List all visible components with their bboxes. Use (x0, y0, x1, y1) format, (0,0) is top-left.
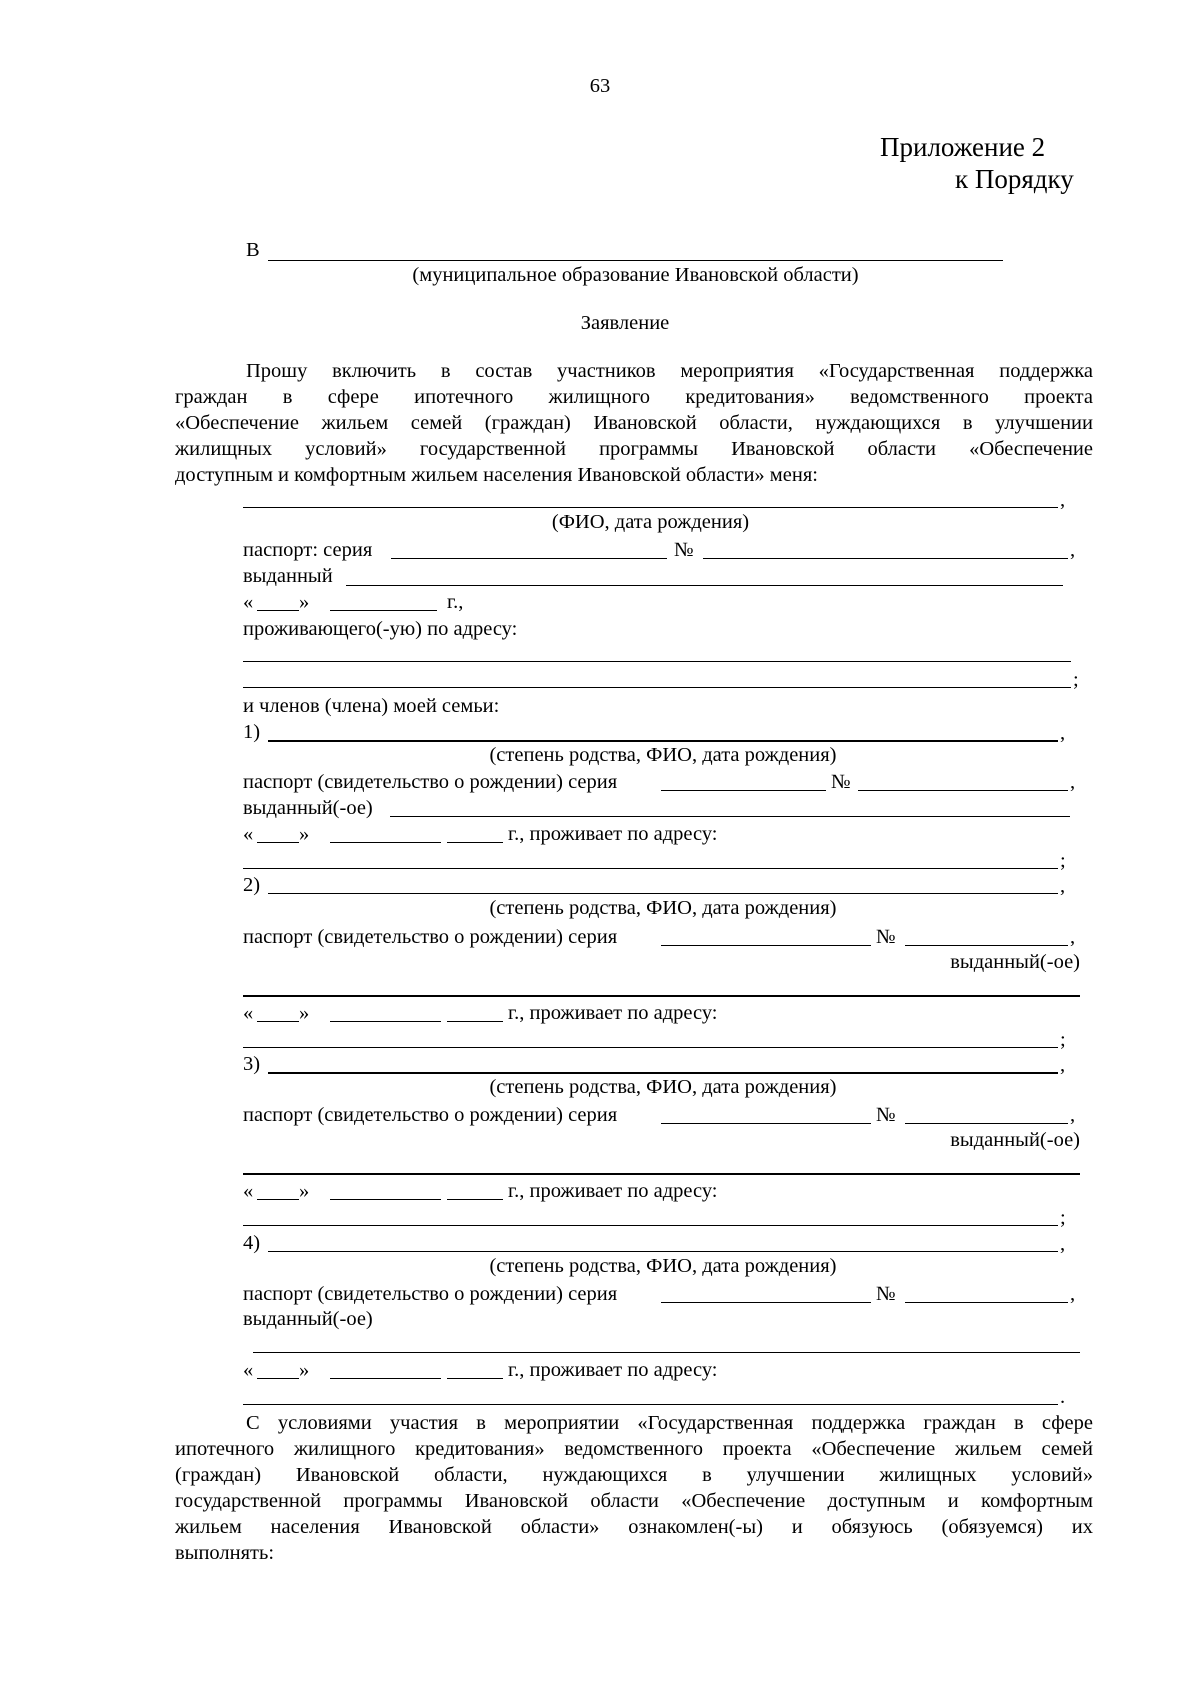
page-number: 63 (589, 75, 611, 97)
day-line (257, 610, 299, 611)
month-line (330, 610, 437, 611)
member-issued-line (253, 1352, 1080, 1353)
member-caption: (степень родства, ФИО, дата рождения) (489, 744, 837, 766)
member-issued-line (390, 816, 1070, 817)
member-passport-label: паспорт (свидетельство о рождении) серия (243, 1283, 618, 1305)
number-sign: № (876, 1104, 896, 1126)
address-line-2 (243, 687, 1071, 688)
day-line (257, 1378, 299, 1379)
quote-close: » (299, 823, 310, 845)
member-address-line (243, 868, 1058, 869)
member-series-line (661, 790, 826, 791)
punct: , (1060, 875, 1066, 897)
punct: , (1060, 1233, 1066, 1255)
intro-line: Прошу включить в состав участников мероприятия «Государственная поддержка (246, 360, 1093, 382)
closing-line: С условиями участия в мероприятии «Государственная поддержка граждан в сфере (246, 1412, 1093, 1434)
punct: , (1070, 771, 1076, 793)
residing-label: проживающего(-ую) по адресу: (243, 618, 518, 640)
appendix-subtitle: к Порядку (955, 164, 1074, 194)
quote-close: » (299, 1002, 310, 1024)
lives-label: г., проживает по адресу: (508, 1002, 718, 1024)
member-issued-label: выданный(-ое) (243, 797, 373, 819)
punct: , (1060, 722, 1066, 744)
year-line (447, 1378, 503, 1379)
closing-line: выполнять: (175, 1542, 275, 1564)
member-passport-label: паспорт (свидетельство о рождении) серия (243, 1104, 618, 1126)
intro-paragraph (175, 358, 1093, 488)
passport-series-line (391, 558, 667, 559)
intro-line: граждан в сфере ипотечного жилищного кредитования» ведомственного проекта (175, 386, 1093, 408)
member-issued-line (243, 995, 1080, 997)
closing-line: государственной программы Ивановской области «Обеспечение доступным и комфортным (175, 1490, 1093, 1512)
punct: , (1060, 489, 1066, 511)
member-number: 1) (243, 721, 261, 743)
punct: ; (1073, 669, 1079, 691)
member-passport-label: паспорт (свидетельство о рождении) серия (243, 926, 618, 948)
member-caption: (степень родства, ФИО, дата рождения) (489, 897, 837, 919)
member-number: 3) (243, 1053, 261, 1075)
punct: ; (1060, 850, 1066, 872)
quote-open: « (243, 1002, 254, 1024)
intro-line: доступным и комфортным жильем населения Ивановской области» меня: (175, 464, 818, 486)
member-address-line (243, 1047, 1058, 1048)
member-caption: (степень родства, ФИО, дата рождения) (489, 1076, 837, 1098)
number-sign: № (876, 1283, 896, 1305)
member-fio-line (268, 1251, 1058, 1252)
year-line (447, 842, 503, 843)
number-sign: № (831, 771, 851, 793)
member-series-line (661, 945, 871, 946)
member-series-line (661, 1123, 871, 1124)
month-line (330, 842, 441, 843)
quote-open: « (243, 823, 254, 845)
member-address-line (243, 1225, 1058, 1226)
number-sign: № (674, 539, 694, 561)
closing-line: ипотечного жилищного кредитования» ведомственного проекта «Обеспечение жильем семей (175, 1438, 1093, 1460)
intro-line: жилищных условий» государственной программы Ивановской области «Обеспечение (175, 438, 1093, 460)
lives-label: г., проживает по адресу: (508, 823, 718, 845)
issued-line (346, 585, 1063, 586)
day-line (257, 1199, 299, 1200)
member-fio-line (268, 740, 1058, 742)
closing-line: (граждан) Ивановской области, нуждающихся в улучшении жилищных условий» (175, 1464, 1093, 1486)
punct: ; (1060, 1029, 1066, 1051)
document-title: Заявление (580, 312, 670, 334)
year-line (447, 1021, 503, 1022)
member-fio-line (268, 893, 1058, 894)
punct: , (1060, 1054, 1066, 1076)
recipient-prefix: В (246, 239, 260, 261)
quote-close: » (299, 591, 310, 613)
lives-label: г., проживает по адресу: (508, 1359, 718, 1381)
member-number-line (905, 1123, 1068, 1124)
month-line (330, 1199, 441, 1200)
closing-line: жильем населения Ивановской области» ознакомлен(-ы) и обязуюсь (обязуемся) их (175, 1516, 1093, 1538)
month-line (330, 1378, 441, 1379)
member-address-line (243, 1404, 1058, 1405)
member-series-line (661, 1302, 871, 1303)
member-issued-label: выданный(-ое) (950, 1129, 1080, 1151)
quote-open: « (243, 1180, 254, 1202)
year-line (447, 1199, 503, 1200)
applicant-fio-line (243, 507, 1058, 508)
intro-line: «Обеспечение жильем семей (граждан) Ивановской области, нуждающихся в улучшении (175, 412, 1093, 434)
appendix-title: Приложение 2 (880, 132, 1046, 162)
day-line (257, 1021, 299, 1022)
punct: , (1070, 926, 1076, 948)
member-passport-label: паспорт (свидетельство о рождении) серия (243, 771, 618, 793)
member-issued-line (243, 1173, 1080, 1175)
quote-close: » (299, 1359, 310, 1381)
quote-close: » (299, 1180, 310, 1202)
month-line (330, 1021, 441, 1022)
day-line (257, 842, 299, 843)
recipient-caption: (муниципальное образование Ивановской области) (412, 264, 859, 286)
member-issued-label: выданный(-ое) (243, 1308, 373, 1330)
family-heading: и членов (члена) моей семьи: (243, 695, 500, 717)
closing-paragraph (175, 1410, 1093, 1566)
passport-number-line (703, 558, 1068, 559)
year-label: г., (447, 591, 464, 613)
issued-label: выданный (243, 565, 333, 587)
member-number-line (905, 945, 1068, 946)
quote-open: « (243, 591, 254, 613)
member-caption: (степень родства, ФИО, дата рождения) (489, 1255, 837, 1277)
punct: , (1070, 1283, 1076, 1305)
member-issued-label: выданный(-ое) (950, 951, 1080, 973)
member-number-line (858, 790, 1068, 791)
member-number: 4) (243, 1232, 261, 1254)
punct: . (1060, 1386, 1066, 1408)
lives-label: г., проживает по адресу: (508, 1180, 718, 1202)
number-sign: № (876, 926, 896, 948)
member-fio-line (268, 1072, 1058, 1074)
applicant-fio-caption: (ФИО, дата рождения) (551, 511, 750, 533)
punct: ; (1060, 1207, 1066, 1229)
passport-series-label: паспорт: серия (243, 539, 373, 561)
member-number-line (905, 1302, 1068, 1303)
member-number: 2) (243, 874, 261, 896)
punct: , (1070, 539, 1076, 561)
punct: , (1070, 1104, 1076, 1126)
recipient-line (268, 260, 1003, 261)
address-line-1 (243, 661, 1071, 662)
quote-open: « (243, 1359, 254, 1381)
